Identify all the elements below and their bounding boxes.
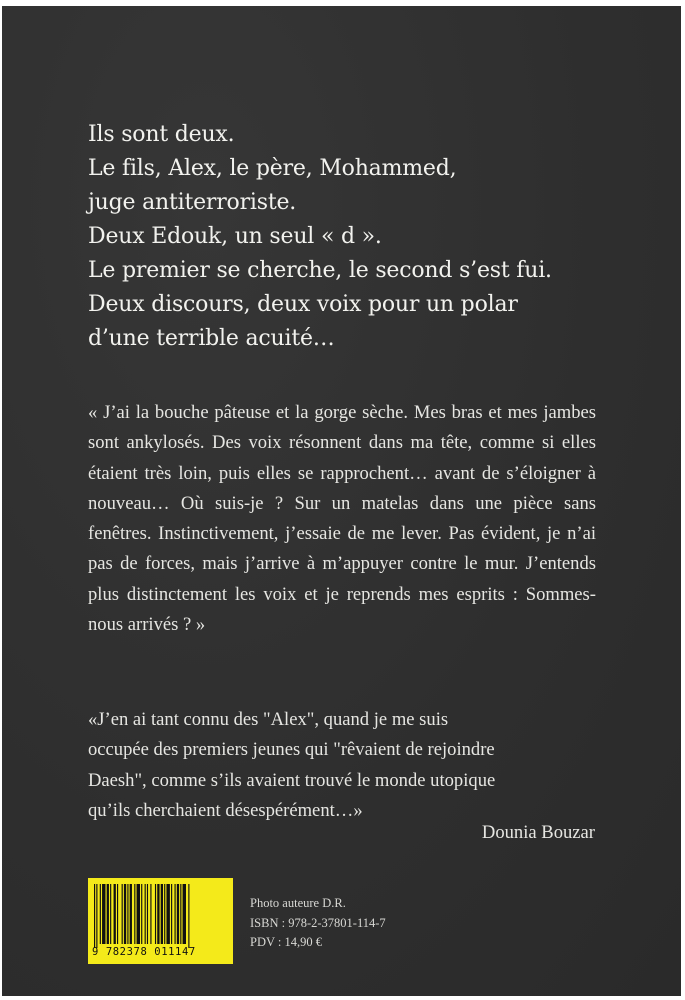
barcode-bar <box>117 884 118 944</box>
barcode-bar <box>145 884 146 944</box>
barcode-bar <box>114 884 116 944</box>
barcode-bar <box>161 884 163 944</box>
barcode <box>88 878 233 964</box>
tagline-block <box>88 118 648 356</box>
tagline-line: Deux Edouk, un seul « d ». <box>88 224 382 249</box>
quote-line: occupée des premiers jeunes qui "rêvaient de rejoindre <box>88 739 495 761</box>
imprint-block <box>250 894 470 953</box>
barcode-bar <box>166 884 169 944</box>
price: PDV : 14,90 € <box>250 935 323 949</box>
barcode-bar <box>155 884 156 944</box>
barcode-bar <box>177 884 179 944</box>
barcode-bar <box>157 884 159 944</box>
quote-line: qu’ils cherchaient désespérément…» <box>88 799 363 821</box>
photo-credit: Photo auteure D.R. <box>250 896 346 910</box>
barcode-bar <box>107 884 109 944</box>
quote-line: «J’en ai tant connu des "Alex", quand je me suis <box>88 709 449 730</box>
barcode-bar <box>134 884 135 944</box>
barcode-bar <box>183 884 186 944</box>
barcode-bar <box>180 884 181 944</box>
barcode-bar <box>94 884 95 948</box>
tagline-line: d’une terrible acuité… <box>88 326 335 351</box>
barcode-bar <box>130 884 132 944</box>
barcode-digits: 9 782378 011147 <box>92 946 196 958</box>
quote-line: Daesh", comme s’ils avaient trouvé le monde utopique <box>88 769 496 791</box>
barcode-bar <box>175 884 176 944</box>
tagline-line: Deux discours, deux voix pour un polar <box>88 292 518 317</box>
tagline-line: Le fils, Alex, le père, Mohammed, <box>88 156 457 181</box>
barcode-bar <box>164 884 165 944</box>
barcode-bar <box>96 884 97 948</box>
barcode-bar <box>147 884 148 944</box>
author-quote <box>88 705 608 826</box>
barcode-bar <box>110 884 111 944</box>
barcode-bar <box>171 884 172 944</box>
tagline-line: Le premier se cherche, le second s’est fui. <box>88 258 552 283</box>
isbn: ISBN : 978-2-37801-114-7 <box>250 915 386 930</box>
barcode-bar <box>127 884 128 944</box>
book-excerpt: « J’ai la bouche pâteuse et la gorge sèche. Mes bras et mes jambes sont ankylosés. Des voix résonnent dans ma tête, comme si elles étaient très loin, puis elles se rapprochent… avant de s’éloigner à nouveau… Où suis-je ? Sur un matelas dans une pièce sans fenêtres. Instinctivement, j’essaie de me lever. Pas évident, je n’ai pas de forces, mais j’arrive à m’appuyer contre le mur. J’entends plus distinctement les voix et je reprends mes esprits : Sommes-nous arrivés ? » <box>88 402 596 636</box>
barcode-bar <box>150 884 151 944</box>
tagline-line: Ils sont deux. <box>88 122 235 147</box>
barcode-bar <box>102 884 105 944</box>
author-name: Dounia Bouzar <box>481 822 595 843</box>
barcode-bar <box>122 884 123 944</box>
tagline-line: juge antiterroriste. <box>88 190 297 215</box>
barcode-bar <box>100 884 101 944</box>
barcode-bar <box>137 884 140 944</box>
barcode-bar <box>188 884 189 948</box>
barcode-bar <box>124 884 126 944</box>
barcode-bar <box>141 884 142 944</box>
